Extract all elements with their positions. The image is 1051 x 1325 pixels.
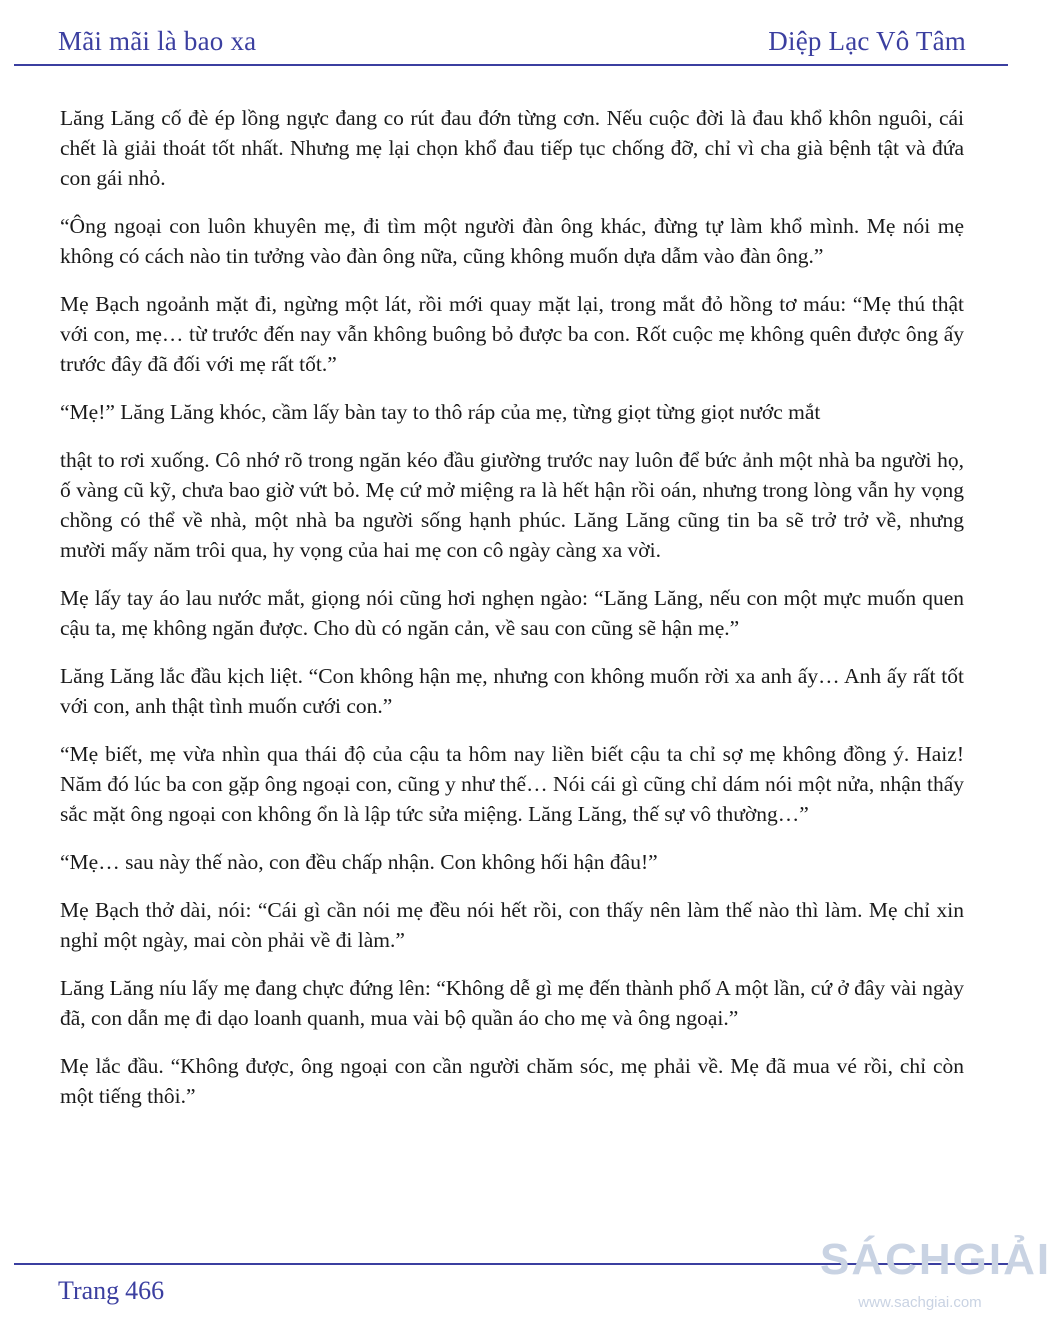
paragraph: Mẹ Bạch thở dài, nói: “Cái gì cần nói mẹ đều nói hết rồi, con thấy nên làm thế nào thì làm. Mẹ chỉ xin nghỉ một ngày, mai còn phải về đi làm.” (60, 898, 964, 952)
book-title: Mãi mãi là bao xa (58, 26, 257, 56)
paragraph: Mẹ lắc đầu. “Không được, ông ngoại con cần người chăm sóc, mẹ phải về. Mẹ đã mua vé rồi, chỉ còn một tiếng thôi.” (60, 1054, 964, 1108)
paragraph: “Ông ngoại con luôn khuyên mẹ, đi tìm một người đàn ông khác, đừng tự làm khổ mình. Mẹ nói mẹ không có cách nào tin tưởng vào đàn ông nữa, cũng không muốn dựa dẫm vào đàn ông.” (60, 214, 964, 268)
paragraph: “Mẹ… sau này thế nào, con đều chấp nhận. Con không hối hận đâu!” (60, 850, 658, 874)
watermark-logo: SÁCHGIẢI (820, 1235, 1051, 1284)
page-number-footer (58, 1276, 164, 1306)
page-label: Trang (58, 1276, 120, 1305)
page-number: 466 (125, 1276, 165, 1305)
paragraph: Mẹ Bạch ngoảnh mặt đi, ngừng một lát, rồi mới quay mặt lại, trong mắt đỏ hồng tơ máu: “Mẹ thú thật với con, mẹ… từ trước đến nay vẫn không buông bỏ được ba con. Rốt cuộc mẹ không quên được ông ấy trước đây đã đối với mẹ rất tốt.” (60, 292, 964, 376)
header-divider (14, 64, 1008, 66)
paragraph: Lăng Lăng níu lấy mẹ đang chực đứng lên: “Không dễ gì mẹ đến thành phố A một lần, cứ ở đây vài ngày đã, con dẫn mẹ đi dạo loanh quanh, mua vài bộ quần áo cho mẹ và ông ngoại.” (60, 976, 964, 1030)
paragraph: Mẹ lấy tay áo lau nước mắt, giọng nói cũng hơi nghẹn ngào: “Lăng Lăng, nếu con một mực muốn quen cậu ta, mẹ không ngăn được. Cho dù có ngăn cản, về sau con cũng sẽ hận mẹ.” (60, 586, 964, 640)
page-header (0, 0, 1024, 66)
watermark (820, 1235, 1051, 1311)
paragraph: “Mẹ biết, mẹ vừa nhìn qua thái độ của cậu ta hôm nay liền biết cậu ta chỉ sợ mẹ không đồng ý. Haiz! Năm đó lúc ba con gặp ông ngoại con, cũng y như thế… Nói cái gì cũng chỉ dám nói một nửa, nhận thấy sắc mặt ông ngoại con không ổn là lập tức sửa miệng. Lăng Lăng, thế sự vô thường…” (60, 742, 964, 826)
paragraph: Lăng Lăng lắc đầu kịch liệt. “Con không hận mẹ, nhưng con không muốn rời xa anh ấy… Anh ấy rất tốt với con, anh thật tình muốn cưới con.” (60, 664, 964, 718)
paragraph: “Mẹ!” Lăng Lăng khóc, cầm lấy bàn tay to thô ráp của mẹ, từng giọt từng giọt nước mắt (60, 400, 821, 424)
book-author: Diệp Lạc Vô Tâm (768, 26, 966, 56)
page-body (60, 103, 964, 1129)
watermark-url: www.sachgiai.com (858, 1294, 982, 1311)
paragraph: thật to rơi xuống. Cô nhớ rõ trong ngăn kéo đầu giường trước nay luôn để bức ảnh một nhà ba người họ, ố vàng cũ kỹ, chưa bao giờ vứt bỏ. Mẹ cứ mở miệng ra là hết hận rồi oán, nhưng trong lòng vẫn hy vọng chồng có thể về nhà, một nhà ba người sống hạnh phúc. Lăng Lăng cũng tin ba sẽ trở trở về, nhưng mười mấy năm trôi qua, hy vọng của hai mẹ con cô ngày càng xa vời. (60, 448, 964, 562)
paragraph: Lăng Lăng cố đè ép lồng ngực đang co rút đau đớn từng cơn. Nếu cuộc đời là đau khổ khôn nguôi, cái chết là giải thoát tốt nhất. Nhưng mẹ lại chọn khổ đau tiếp tục chống đỡ, chỉ vì cha già bệnh tật và đứa con gái nhỏ. (60, 106, 964, 190)
